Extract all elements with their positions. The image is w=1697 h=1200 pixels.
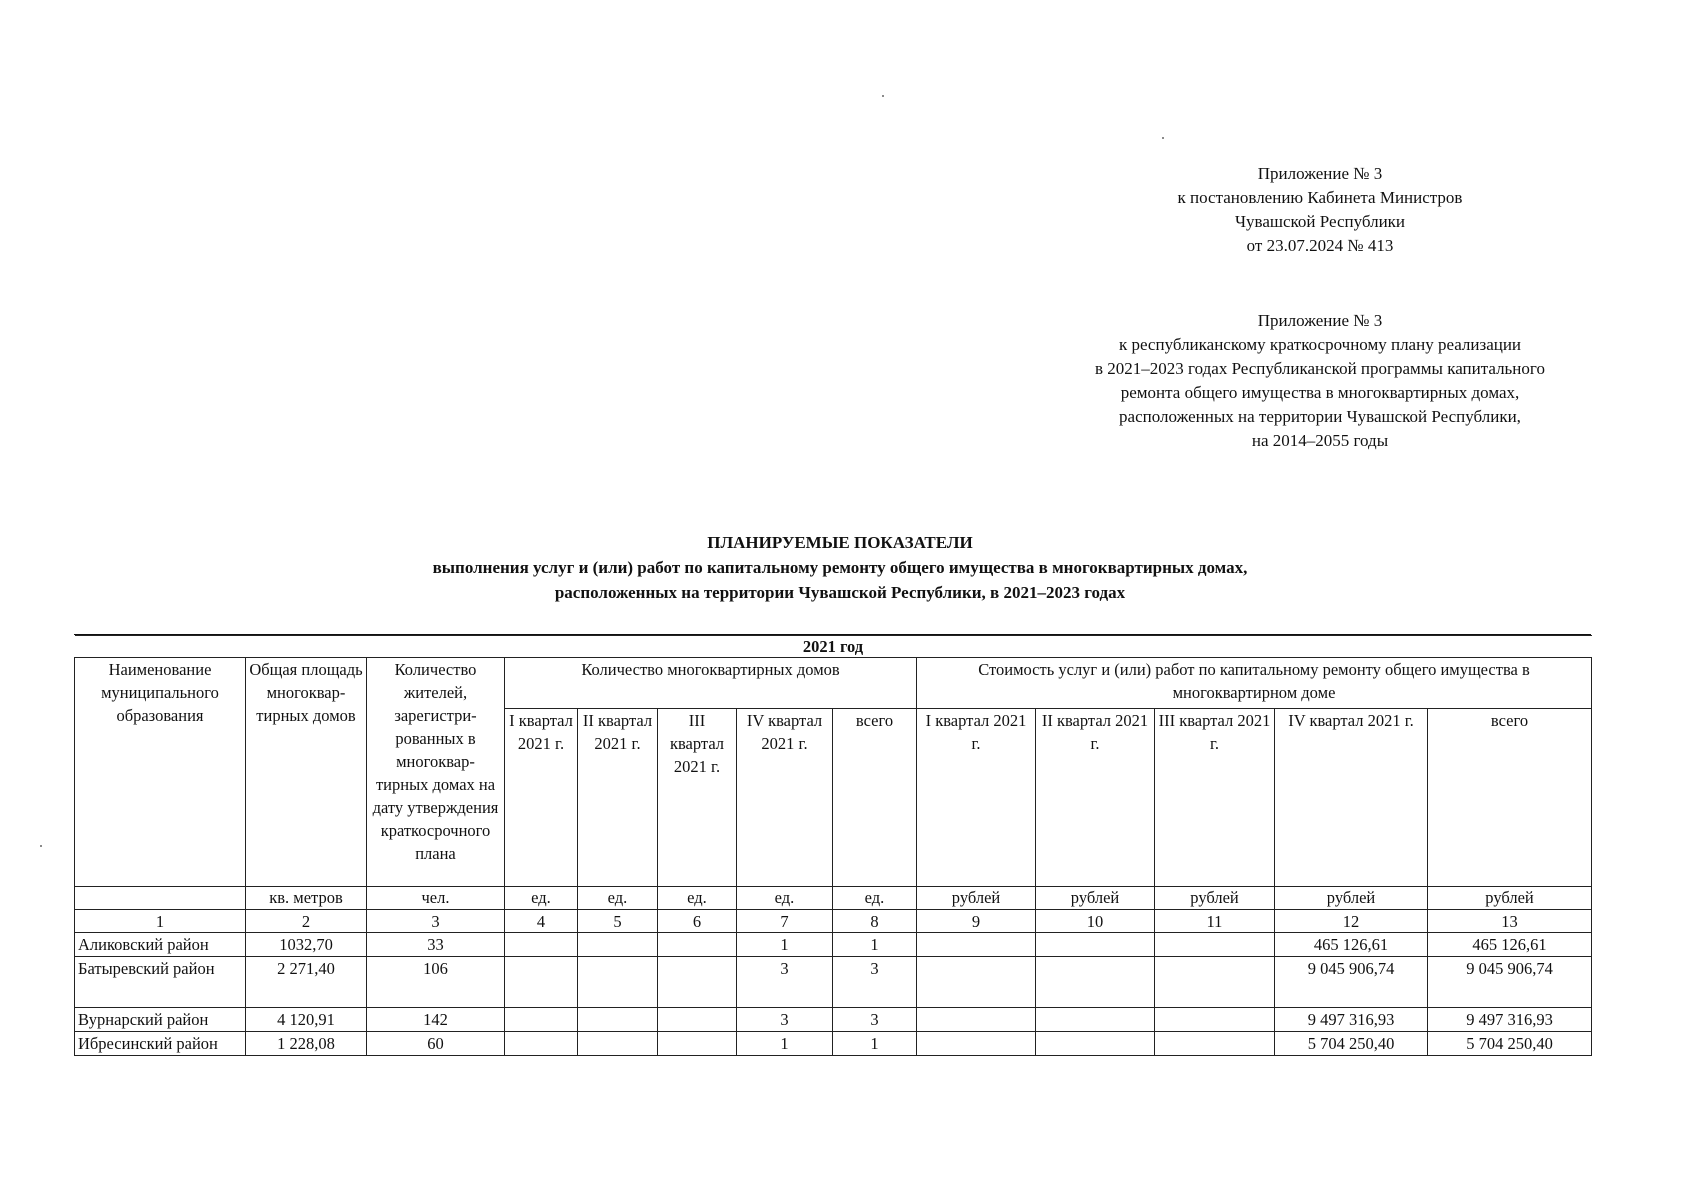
unit-cell: рублей [1155,887,1275,910]
row-cost-q2 [1036,957,1155,1008]
unit-cell: ед. [737,887,833,910]
column-number: 2 [246,910,367,933]
row-cost-q1 [917,1008,1036,1032]
header-cost-q4: IV квартал 2021 г. [1275,709,1428,887]
appendix-note-plan [1030,309,1610,453]
column-number: 7 [737,910,833,933]
row-cost-q1 [917,957,1036,1008]
row-houses-q2 [578,957,658,1008]
column-number: 13 [1428,910,1592,933]
scan-speck [882,95,884,97]
title-line: выполнения услуг и (или) работ по капитальному ремонту общего имущества в многоквартирных домах, [432,558,1248,577]
row-cost-total: 5 704 250,40 [1428,1032,1592,1056]
unit-cell: рублей [1036,887,1155,910]
title-line: ПЛАНИРУЕМЫЕ ПОКАЗАТЕЛИ [707,533,973,552]
header-houses-group: Количество многоквартирных домов [505,658,917,709]
row-houses-q3 [658,933,737,957]
row-houses-total: 3 [833,1008,917,1032]
appendix-line: к республиканскому краткосрочному плану реализации [1118,335,1522,354]
scan-speck [1162,137,1164,139]
appendix-line: на 2014–2055 годы [1251,431,1389,450]
row-houses-q4: 1 [737,1032,833,1056]
appendix-note-resolution [1100,162,1540,258]
row-cost-total: 9 045 906,74 [1428,957,1592,1008]
header-cost-total: всего [1428,709,1592,887]
unit-cell: кв. метров [246,887,367,910]
header-cost-q2: II квартал 2021 г. [1036,709,1155,887]
row-cost-total: 465 126,61 [1428,933,1592,957]
column-number: 9 [917,910,1036,933]
row-houses-q1 [505,1032,578,1056]
unit-cell: чел. [367,887,505,910]
row-houses-q3 [658,1032,737,1056]
header-cost-q1: I квартал 2021 г. [917,709,1036,887]
unit-cell: рублей [1428,887,1592,910]
header-name: Наименование муниципального образования [75,658,246,887]
column-number: 10 [1036,910,1155,933]
table-row [75,1032,1592,1056]
title-line: расположенных на территории Чувашской Республики, в 2021–2023 годах [554,583,1126,602]
header-residents: Количество жителей, зарегистри-рованных в многоквар-тирных домах на дату утверждения краткосрочного плана [367,658,505,887]
row-houses-q4: 3 [737,957,833,1008]
scan-speck [40,845,42,847]
row-houses-q1 [505,957,578,1008]
row-houses-q3 [658,957,737,1008]
row-houses-q1 [505,1008,578,1032]
unit-cell [75,887,246,910]
row-name: Аликовский район [75,933,246,957]
row-houses-q2 [578,933,658,957]
row-cost-q2 [1036,1032,1155,1056]
document-title [320,530,1360,605]
table-row [75,1008,1592,1032]
row-residents: 142 [367,1008,505,1032]
table-row [75,933,1592,957]
indicators-table [74,635,1592,1056]
row-cost-q4: 5 704 250,40 [1275,1032,1428,1056]
header-houses-q3: III квартал 2021 г. [658,709,737,887]
row-houses-total: 1 [833,933,917,957]
unit-cell: рублей [1275,887,1428,910]
year-label: 2021 год [75,636,1592,658]
column-number: 8 [833,910,917,933]
row-cost-q3 [1155,957,1275,1008]
row-cost-q3 [1155,1008,1275,1032]
column-number: 5 [578,910,658,933]
row-area: 1 228,08 [246,1032,367,1056]
appendix-line: в 2021–2023 годах Республиканской программы капитального [1095,359,1545,378]
appendix-line: к постановлению Кабинета Министров [1177,188,1463,207]
row-houses-q3 [658,1008,737,1032]
row-area: 2 271,40 [246,957,367,1008]
row-houses-q2 [578,1032,658,1056]
appendix-line: Чувашской Республики [1234,212,1406,231]
row-residents: 33 [367,933,505,957]
header-area: Общая площадь многоквар-тирных домов [246,658,367,887]
row-houses-q4: 1 [737,933,833,957]
header-cost-group: Стоимость услуг и (или) работ по капитальному ремонту общего имущества в многоквартирном доме [917,658,1592,709]
appendix-line: Приложение № 3 [1257,164,1383,183]
row-area: 1032,70 [246,933,367,957]
row-cost-q3 [1155,933,1275,957]
unit-cell: ед. [658,887,737,910]
row-name: Ибресинский район [75,1032,246,1056]
row-cost-q2 [1036,933,1155,957]
column-number: 6 [658,910,737,933]
table-row [75,957,1592,1008]
row-name: Батыревский район [75,957,246,1008]
unit-cell: рублей [917,887,1036,910]
column-number: 3 [367,910,505,933]
row-cost-q1 [917,1032,1036,1056]
row-houses-q4: 3 [737,1008,833,1032]
column-number: 11 [1155,910,1275,933]
row-houses-total: 1 [833,1032,917,1056]
row-cost-q4: 9 045 906,74 [1275,957,1428,1008]
row-name: Вурнарский район [75,1008,246,1032]
appendix-line: Приложение № 3 [1257,311,1383,330]
header-row [75,658,1592,709]
row-residents: 60 [367,1032,505,1056]
row-cost-q4: 465 126,61 [1275,933,1428,957]
header-houses-q1: I квартал 2021 г. [505,709,578,887]
column-number: 4 [505,910,578,933]
row-cost-q3 [1155,1032,1275,1056]
row-area: 4 120,91 [246,1008,367,1032]
year-row [75,636,1592,658]
row-residents: 106 [367,957,505,1008]
units-row [75,887,1592,910]
header-houses-total: всего [833,709,917,887]
column-number-row [75,910,1592,933]
row-cost-total: 9 497 316,93 [1428,1008,1592,1032]
unit-cell: ед. [505,887,578,910]
unit-cell: ед. [833,887,917,910]
header-houses-q2: II квартал 2021 г. [578,709,658,887]
appendix-line: расположенных на территории Чувашской Республики, [1119,407,1521,426]
row-houses-q2 [578,1008,658,1032]
unit-cell: ед. [578,887,658,910]
appendix-line: ремонта общего имущества в многоквартирных домах, [1120,383,1520,402]
header-cost-q3: III квартал 2021 г. [1155,709,1275,887]
row-cost-q1 [917,933,1036,957]
appendix-line: от 23.07.2024 № 413 [1246,236,1394,255]
row-cost-q2 [1036,1008,1155,1032]
row-houses-total: 3 [833,957,917,1008]
indicators-table-wrap [74,634,1591,1056]
column-number: 12 [1275,910,1428,933]
row-houses-q1 [505,933,578,957]
column-number: 1 [75,910,246,933]
header-houses-q4: IV квартал 2021 г. [737,709,833,887]
row-cost-q4: 9 497 316,93 [1275,1008,1428,1032]
